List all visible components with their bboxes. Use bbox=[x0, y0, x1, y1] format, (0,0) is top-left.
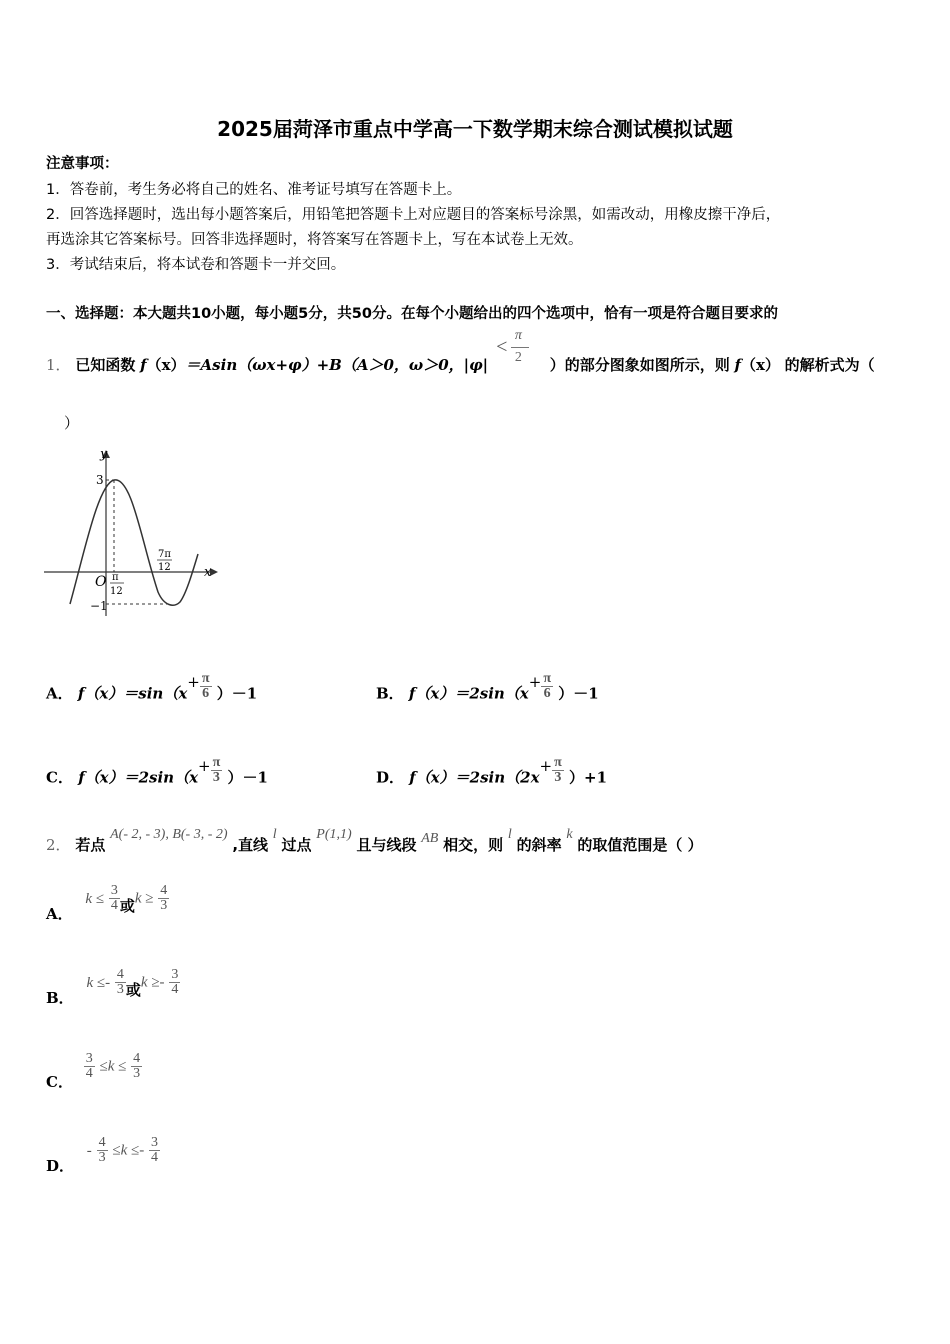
section-heading: 一、选择题：本大题共10小题，每小题5分，共50分。在每个小题给出的四个选项中，恰有一项是符合题目要求的 bbox=[46, 306, 778, 322]
notice-item: 再选涂其它答案标号。回答非选择题时，将答案写在答题卡上，写在本试卷上无效。 bbox=[46, 232, 583, 248]
tick1-num: π bbox=[112, 572, 119, 583]
q2-option-c[interactable]: C． $\frac{3}{4}$ ≤k ≤ $\frac{4}{3}$ bbox=[46, 1051, 141, 1091]
origin-label: O bbox=[95, 574, 107, 590]
phi-bound: < π 2 bbox=[493, 350, 545, 370]
notice-item: 1．答卷前，考生务必将自己的姓名、准考证号填写在答题卡上。 bbox=[46, 182, 462, 198]
q2-option-a[interactable]: A． k ≤ $\frac{3}{4}$ 或k ≥ $\frac{4}{3}$ bbox=[46, 883, 168, 923]
function-graph bbox=[44, 444, 220, 620]
q1-option-b[interactable]: B． f（x）＝2sin（x+ $\frac{\pi}{6}$ ）－1 bbox=[376, 671, 599, 703]
notice-heading: 注意事项： bbox=[46, 156, 119, 172]
q1-option-d[interactable]: D． f（x）＝2sin（2x+ $\frac{\pi}{3}$ ）+1 bbox=[376, 755, 608, 787]
q2-option-d[interactable]: D． - $\frac{4}{3}$ ≤k ≤- $\frac{3}{4}$ bbox=[46, 1135, 159, 1175]
q2-option-b[interactable]: B． k ≤- $\frac{4}{3}$ 或k ≥- $\frac{3}{4}$ bbox=[46, 967, 179, 1007]
x-label: x bbox=[204, 565, 212, 580]
tick1-den: 12 bbox=[110, 586, 123, 597]
q1-option-c[interactable]: C． f（x）＝2sin（x+ $\frac{\pi}{3}$ ）－1 bbox=[46, 755, 268, 787]
y-label: y bbox=[100, 447, 108, 462]
tick2-den: 12 bbox=[158, 562, 171, 573]
question-2-stem: 2． 若点 A(- 2, - 3), B(- 3, - 2) ,直线 l 过点 P(1,1) 且与线段 AB 相交，则 l 的斜率 k 的取值范围是（ ） bbox=[46, 827, 703, 854]
notice-item: 3．考试结束后，将本试卷和答题卡一并交回。 bbox=[46, 257, 346, 273]
question-1-stem: 1． 已知函数 f（x）＝Asin（ωx+φ）+B（A＞0，ω＞0，|φ| < π 2 ）的部分图象如图所示，则 f（x） 的解析式为（ bbox=[46, 328, 875, 374]
question-number: 2． bbox=[46, 836, 71, 854]
question-number: 1． bbox=[46, 356, 71, 374]
question-1-close: ） bbox=[64, 414, 80, 432]
sine-curve bbox=[70, 480, 198, 605]
q1-option-a[interactable]: A． f（x）＝sin（x+ $\frac{\pi}{6}$ ）－1 bbox=[46, 671, 258, 703]
notice-item: 2．回答选择题时，选出每小题答案后，用铅笔把答题卡上对应题目的答案标号涂黑，如需改动，用橡皮擦干净后， bbox=[46, 207, 781, 223]
tick2-num: 7π bbox=[158, 549, 171, 560]
max-value-label: 3 bbox=[96, 473, 104, 487]
min-value-label: −1 bbox=[90, 599, 108, 613]
page-title: 2025届菏泽市重点中学高一下数学期末综合测试模拟试题 bbox=[217, 117, 733, 141]
